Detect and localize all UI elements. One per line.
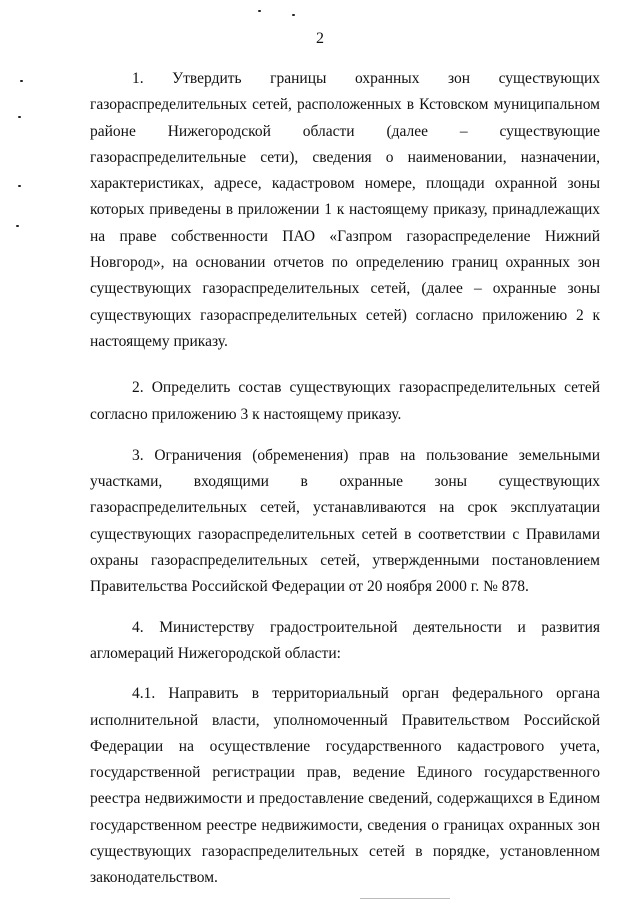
- paragraph-1: 1. Утвердить границы охранных зон существующих газораспределительных сетей, расположенных в Кстовском муниципальном районе Нижегородской области (далее – существующие газораспределительные сети), сведения о наименовании, назначении, характеристиках, адресе, кадастровом номере, площади охранной зоны которых приведены в приложении 1 к настоящему приказу, принадлежащих на праве собственности ПАО «Газпром газораспределение Нижний Новгород», на основании отчетов по определению границ охранных зон существующих газораспределительных сетей, (далее – охранные зоны существующих газораспределительных сетей) согласно приложению 2 к настоящему приказу.: [90, 70, 600, 350]
- paragraph-3: 3. Ограничения (обременения) прав на пользование земельными участками, входящими в охранные зоны существующих газораспределительных сетей, устанавливаются на срок эксплуатации существующих газораспределительных сетей в соответствии с Правилами охраны газораспределительных сетей, утвержденными постановлением Правительства Российской Федерации от 20 ноября 2000 г. № 878.: [90, 446, 600, 596]
- document-body: [90, 66, 600, 906]
- paragraph-4: 4. Министерству градостроительной деятельности и развития агломераций Нижегородской области:: [90, 618, 600, 662]
- paragraph-2: 2. Определить состав существующих газораспределительных сетей согласно приложению 3 к настоящему приказу.: [90, 379, 600, 423]
- scan-mark: [258, 10, 261, 12]
- page-number: 2: [316, 30, 324, 47]
- paragraph-4-1: 4.1. Направить в территориальный орган федерального органа исполнительной власти, уполномоченный Правительством Российской Федерации на осуществление государственного кадастрового учета, государственной регистрации прав, ведение Единого государственного реестра недвижимости и предоставление сведений, содержащихся в Едином государственном реестре недвижимости, сведения о границах охранных зон существующих газораспределительных сетей в порядке, установленном законодательством.: [90, 685, 600, 887]
- scan-mark: [18, 116, 21, 118]
- scan-mark: [16, 225, 19, 227]
- scan-mark: [20, 80, 23, 82]
- scan-mark: [292, 14, 295, 16]
- bottom-divider: [360, 898, 450, 899]
- scan-mark: [18, 185, 21, 187]
